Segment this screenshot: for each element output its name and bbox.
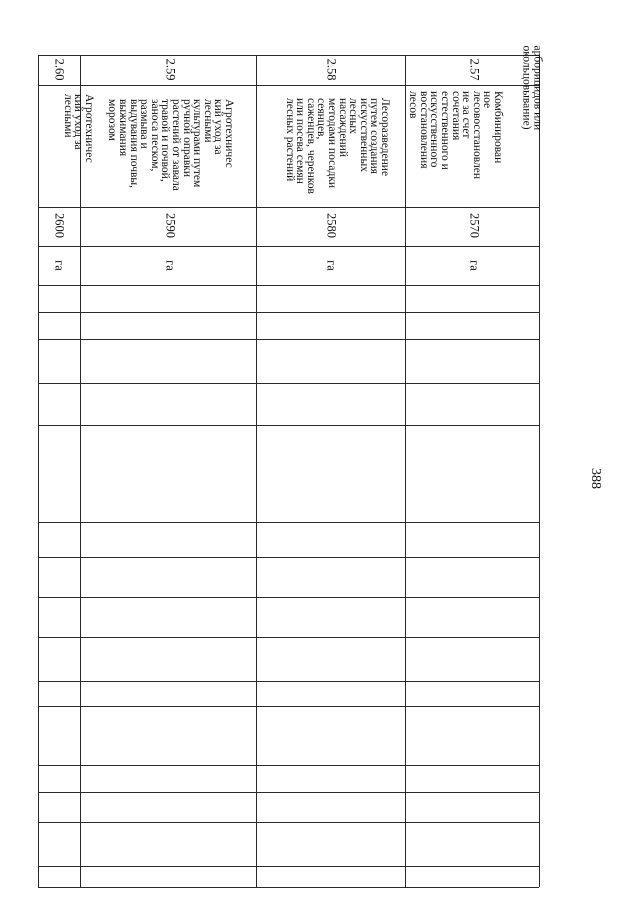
page-number: 388 [588, 468, 603, 489]
row-name-line: травой и почвой, [159, 99, 172, 182]
row-name-line: размыва и [138, 99, 151, 149]
row-name-line: Агротехничес [83, 94, 95, 163]
grid-line [38, 55, 39, 887]
row-name-line: лесных [347, 98, 360, 134]
row-unit: га [52, 260, 67, 271]
grid-line [38, 85, 539, 86]
row-unit: га [163, 260, 178, 271]
row-name-line: кий уход за [212, 99, 225, 155]
grid-line [38, 285, 539, 286]
row-name-line: ручной оправки [180, 99, 193, 177]
row-name-line: ие за счет [460, 91, 473, 139]
row-name-line: искусственного [428, 91, 441, 168]
row-name [262, 98, 390, 218]
row-code: 2590 [163, 213, 178, 238]
row-name-line: ное [481, 91, 494, 109]
row-name-line: Агротехничес [223, 99, 235, 168]
row-name-line: лесными [61, 94, 74, 138]
row-name-line: кий уход за [72, 94, 85, 150]
grid-line [38, 681, 539, 682]
row-unit: га [467, 260, 482, 271]
row-name-line: искусственных [357, 98, 370, 172]
grid-line [38, 312, 539, 313]
grid-line [38, 597, 539, 598]
row-name [56, 94, 94, 204]
row-name-line: сеянцев, [315, 98, 328, 140]
grid-line [38, 557, 539, 558]
row-name-line: или посева семян [294, 98, 307, 184]
row-name [76, 99, 234, 229]
grid-line [38, 246, 539, 247]
row-number: 2.60 [52, 58, 67, 81]
grid-line [38, 792, 539, 793]
row-name-line: насаждений [336, 98, 349, 157]
row-code: 2600 [52, 213, 67, 238]
row-number: 2.58 [324, 58, 339, 81]
row-code: 2570 [467, 213, 482, 238]
row-name-line: выдувания почвы, [127, 99, 140, 189]
row-name-line: заноса песком, [148, 99, 161, 172]
row-name-line: восстановления [417, 91, 430, 169]
grid-line [38, 887, 539, 888]
grid-line [38, 866, 539, 867]
row-name-line: лесными [201, 99, 214, 143]
row-name-line: лесных растений [283, 98, 296, 182]
row-unit: га [324, 260, 339, 271]
grid-line [38, 822, 539, 823]
row-name-line: культурами путем [191, 99, 204, 188]
row-name-line: Лесоразведение [379, 98, 391, 177]
row-name-line: морозом [106, 99, 119, 141]
grid-line [38, 339, 539, 340]
row-name-line: выжимания [117, 99, 130, 157]
row-name-line: арборицидов или [531, 45, 544, 131]
row-name-line: методами посадки [326, 98, 339, 189]
row-number: 2.57 [467, 58, 482, 81]
row-name-line: сочетания [449, 91, 462, 141]
row-name-continuation [508, 46, 543, 246]
row-name-line: саженцев, черенков [304, 98, 317, 194]
grid-line [38, 765, 539, 766]
grid-line [38, 522, 539, 523]
row-name-line: лесов [407, 91, 420, 119]
row-name-line: путем создания [368, 98, 381, 174]
grid-line [38, 425, 539, 426]
row-name-line: окольцовывание) [520, 45, 533, 130]
row-name-line: естественного и [439, 91, 452, 170]
row-number: 2.59 [163, 58, 178, 81]
row-name-line: Комбинирован [492, 91, 504, 164]
row-name-line: растений от завала [170, 99, 183, 191]
row-code: 2580 [324, 213, 339, 238]
grid-line [38, 637, 539, 638]
row-name [393, 91, 503, 221]
grid-line [256, 55, 257, 887]
grid-line [38, 383, 539, 384]
grid-line [38, 55, 539, 56]
grid-line [38, 706, 539, 707]
row-name-line: лесовосстановлен [470, 91, 483, 180]
